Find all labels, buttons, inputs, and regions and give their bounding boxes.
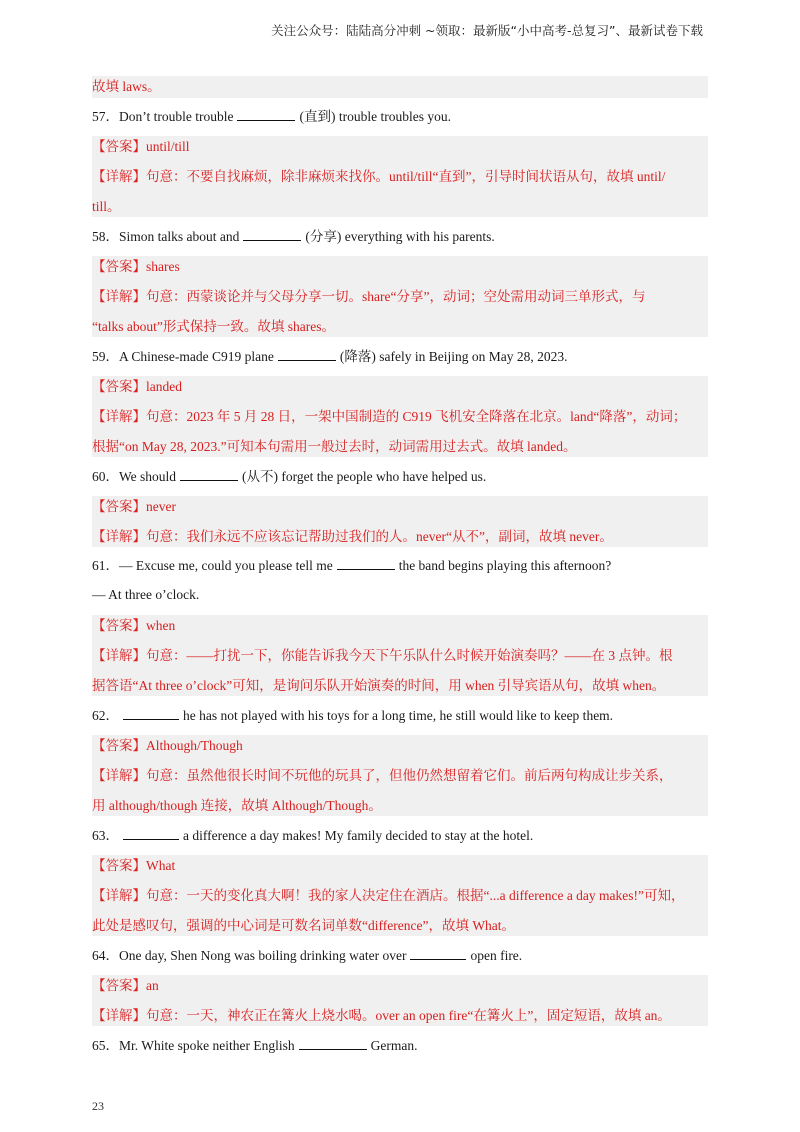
question-number: 60． [92, 469, 119, 484]
explanation-61-line1: 【详解】句意：——打扰一下，你能告诉我今天下午乐队什么时候开始演奏吗？——在 3 点钟。根 [92, 648, 673, 663]
answer-blank [337, 557, 395, 570]
answer-62: 【答案】Although/Though [92, 738, 243, 753]
question-number: 61． [92, 558, 119, 573]
question-text-after: open fire. [470, 948, 523, 963]
question-number: 64． [92, 948, 119, 963]
question-text-after: (从不) forget the people who have helped us. [242, 469, 487, 484]
question-number: 59． [92, 349, 119, 364]
answer-64: 【答案】an [92, 978, 159, 993]
explanation-57-line2: till。 [92, 199, 121, 214]
answer-blank [243, 228, 301, 241]
page-number: 23 [92, 1099, 104, 1113]
answer-57: 【答案】until/till [92, 139, 190, 154]
answer-blank [123, 827, 179, 840]
explanation-63-line2: 此处是感叹句，强调的中心词是可数名词单数“difference”，故填 What。 [92, 918, 516, 933]
question-number: 58． [92, 229, 119, 244]
answer-60: 【答案】never [92, 499, 176, 514]
answer-blank [180, 468, 238, 481]
answer-63: 【答案】What [92, 858, 176, 873]
question-57 [92, 108, 708, 126]
explanation-62-line1: 【详解】句意：虽然他很长时间不玩他的玩具了，但他仍然想留着它们。前后两句构成让步关系， [92, 768, 673, 783]
question-text-after: (降落) safely in Beijing on May 28, 2023. [339, 349, 568, 364]
question-number: 65． [92, 1038, 119, 1053]
question-text: A Chinese-made C919 plane [119, 349, 274, 364]
question-64 [92, 947, 708, 965]
page-header: 关注公众号：陆陆高分冲刺 ~领取：最新版“小中高考-总复习”、最新试卷下载 [271, 23, 703, 38]
explanation-58-line2: “talks about”形式保持一致。故填 shares。 [92, 319, 335, 334]
question-text-after: the band begins playing this afternoon? [398, 558, 612, 573]
explanation-60-line1: 【详解】句意：我们永远不应该忘记帮助过我们的人。never“从不”，副词，故填 never。 [92, 529, 613, 544]
question-text: Don’t trouble trouble [119, 109, 234, 124]
answer-blank [410, 947, 466, 960]
question-text-after: (直到) trouble troubles you. [299, 109, 451, 124]
question-text: We should [119, 469, 177, 484]
question-text: — Excuse me, could you please tell me [119, 558, 333, 573]
answer-blank [237, 108, 295, 121]
question-63 [92, 827, 708, 845]
question-number: 63． [92, 828, 119, 843]
question-text-after: he has not played with his toys for a long time, he still would like to keep them. [183, 708, 614, 723]
question-text-after: (分享) everything with his parents. [305, 229, 495, 244]
question-text-after: German. [370, 1038, 418, 1053]
explanation-61-line2: 据答语“At three o’clock”可知，是询问乐队开始演奏的时间，用 when 引导宾语从句，故填 when。 [92, 678, 666, 693]
explanation-63-line1: 【详解】句意：一天的变化真大啊！我的家人决定住在酒店。根据“...a difference a day makes!”可知， [92, 888, 685, 903]
question-58 [92, 228, 708, 246]
question-text: Simon talks about and [119, 229, 240, 244]
answer-blank [299, 1037, 367, 1050]
answer-58: 【答案】shares [92, 259, 180, 274]
explanation-58-line1: 【详解】句意：西蒙谈论并与父母分享一切。share“分享”，动词；空处需用动词三单形式，与 [92, 289, 646, 304]
explanation-fragment: 故填 laws。 [92, 79, 161, 94]
question-number: 62． [92, 708, 119, 723]
question-text-after: a difference a day makes! My family decided to stay at the hotel. [183, 828, 534, 843]
question-text: Mr. White spoke neither English [119, 1038, 295, 1053]
explanation-57-line1: 【详解】句意：不要自找麻烦，除非麻烦来找你。until/till“直到”，引导时间状语从句，故填 until/ [92, 169, 666, 184]
answer-59: 【答案】landed [92, 379, 182, 394]
question-number: 57． [92, 109, 119, 124]
question-59 [92, 348, 708, 366]
question-61-reply: — At three o’clock. [92, 587, 200, 602]
question-60 [92, 468, 708, 486]
answer-61: 【答案】when [92, 618, 176, 633]
question-62 [92, 707, 708, 725]
explanation-59-line1: 【详解】句意：2023 年 5 月 28 日，一架中国制造的 C919 飞机安全降落在北京。land“降落”，动词； [92, 409, 687, 424]
explanation-59-line2: 根据“on May 28, 2023.”可知本句需用一般过去时，动词需用过去式。故填 landed。 [92, 439, 577, 454]
answer-blank [123, 707, 179, 720]
explanation-62-line2: 用 although/though 连接，故填 Although/Though。 [92, 798, 382, 813]
question-61 [92, 557, 708, 575]
answer-blank [278, 348, 336, 361]
explanation-64-line1: 【详解】句意：一天，神农正在篝火上烧水喝。over an open fire“在篝火上”，固定短语，故填 an。 [92, 1008, 671, 1023]
question-text: One day, Shen Nong was boiling drinking water over [119, 948, 407, 963]
question-65 [92, 1037, 708, 1055]
